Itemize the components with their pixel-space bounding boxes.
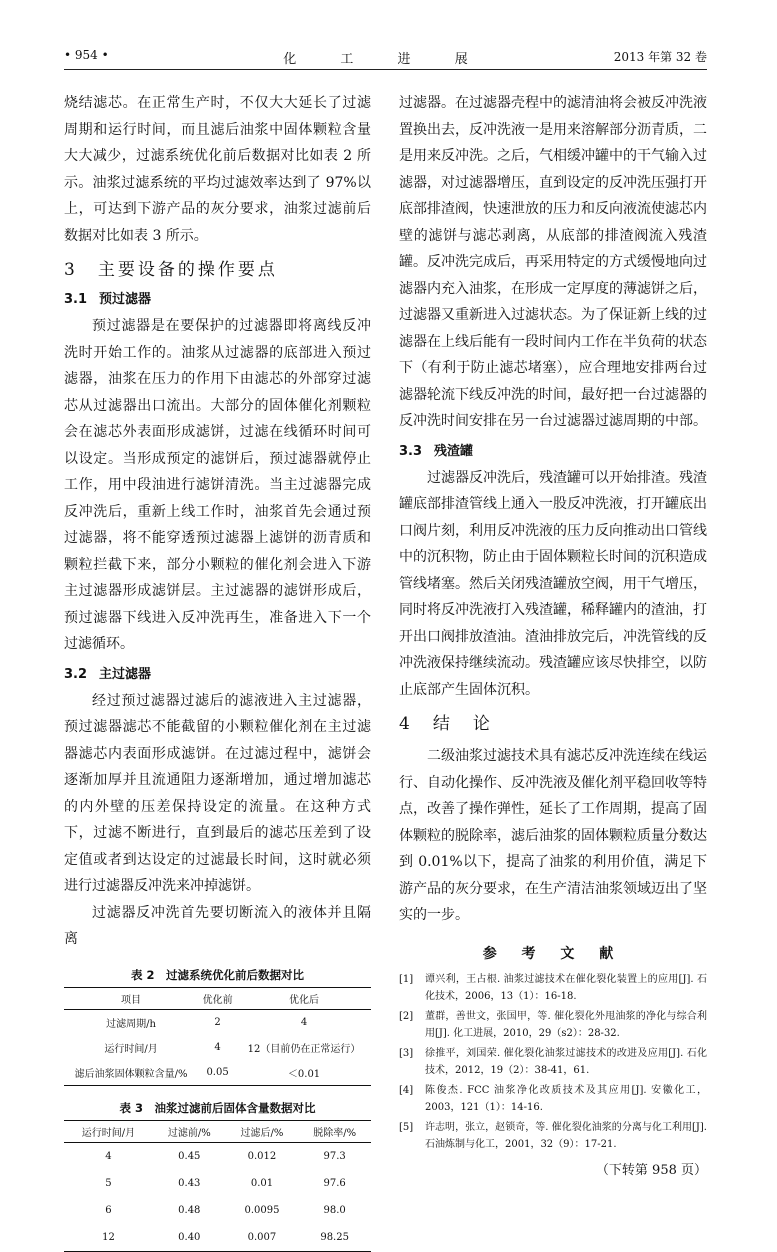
section-heading	[399, 711, 707, 737]
year-volume: 2013 年第 32 卷	[613, 50, 707, 64]
reference-text: 陈俊杰. FCC 油浆净化改质技术及其应用[J]. 安徽化工，2003，121（1）：14-16.	[425, 1084, 707, 1113]
reference-item	[399, 1008, 707, 1042]
left-column	[64, 90, 371, 1252]
table-cell: 0.007	[247, 1231, 277, 1243]
table-cell: 5	[105, 1177, 112, 1189]
table-cell: 0.40	[178, 1231, 201, 1243]
table-row	[64, 1224, 371, 1252]
reference-number: [1]	[399, 973, 414, 985]
continued-note: （下转第 958 页）	[595, 1162, 707, 1178]
table-header-cell: 脱除率/%	[298, 1120, 371, 1142]
paragraph: 预过滤器是在要保护的过滤器即将离线反冲洗时开始工作的。油浆从过滤器的底部进入预过滤器，油浆在压力的作用下由滤芯的外部穿过滤芯从过滤器出口流出。大部分的固体催化剂颗粒会在滤芯外表面形成滤饼，过滤在线循环时间可以设定。当形成预定的滤饼后，预过滤器就停止工作，用中段油进行滤饼清洗。当主过滤器完成反冲洗后，重新上线工作时，油浆首先会通过预过滤器，将不能穿透预过滤器上滤饼的沥青质和颗粒拦截下来，部分小颗粒的催化剂会进入下游主过滤器形成滤饼层。主过滤器的滤饼形成后，预过滤器下线进入反冲洗再生，准备进入下一个过滤循环。	[64, 318, 371, 652]
subsection-title: 残渣罐	[434, 443, 474, 459]
reference-text: 许志明，张立，赵锁奇，等. 催化裂化油浆的分离与化工利用[J]. 石油炼制与化工，2001，32（9）：17-21.	[425, 1121, 707, 1150]
section-title: 结 论	[432, 714, 493, 734]
subsection-number: 3.2	[64, 666, 88, 682]
reference-item	[399, 1045, 707, 1079]
table-header-cell: 优化前	[198, 987, 237, 1009]
subsection-heading	[399, 441, 707, 463]
section-heading	[64, 257, 371, 283]
header-rule	[64, 69, 707, 70]
table-cell: 12（目前仍在正常运行）	[247, 1043, 361, 1055]
table-row	[64, 1142, 371, 1170]
table-row	[64, 1170, 371, 1197]
table-cell: 4	[214, 1041, 221, 1053]
reference-number: [5]	[399, 1121, 414, 1133]
reference-number: [4]	[399, 1084, 414, 1096]
paragraph: 过滤器。在过滤器壳程中的滤清油将会被反冲洗液置换出去，反冲洗液一是用来溶解部分沥青质，二是用来反冲洗。之后，气相缓冲罐中的干气输入过滤器，对过滤器增压，直到设定的反冲洗压强打开底部排渣阀，快速泄放的压力和反向液流使滤芯内壁的滤饼与滤芯剥离，从底部的排渣阀流入残渣罐。反冲洗完成后，再采用特定的方式缓慢地向过滤器内充入油浆，在形成一定厚度的薄滤饼之后，过滤器又重新进入过滤状态。为了保证新上线的过滤器在上线后能有一段时间内工作在半负荷的状态下（有利于防止滤芯堵塞），应合理地安排两台过滤器轮流下线反冲洗的时间，最好把一台过滤器的反冲洗时间安排在另一台过滤器过滤周期的中部。	[399, 95, 707, 429]
table-header-cell: 过滤后/%	[226, 1120, 299, 1142]
table-cell: ＜0.01	[287, 1068, 321, 1080]
table-cell: 0.48	[178, 1204, 201, 1216]
reference-text: 徐推平，刘国荣. 催化裂化油浆过滤技术的改进及应用[J]. 石化技术，2012，19（2）：38-41，61.	[425, 1047, 707, 1076]
subsection-title: 预过滤器	[99, 292, 152, 307]
table-cell: 0.43	[178, 1177, 201, 1189]
section-number: 4	[399, 714, 413, 734]
reference-text: 董群，善世文，张国甲，等. 催化裂化外甩油浆的净化与综合利用[J]. 化工进展，2010，29（s2）：28-32.	[425, 1010, 707, 1039]
section-title: 主要设备的操作要点	[97, 260, 278, 280]
paragraph: 二级油浆过滤技术具有滤芯反冲洗连续在线运行、自动化操作、反冲洗液及催化剂平稳回收等特点，改善了操作弹性，延长了工作周期，提高了固体颗粒的脱除率，滤后油浆的固体颗粒质量分数达到 0.01%以下，提高了油浆的利用价值，满足下游产品的灰分要求，在生产清洁油浆领域迈出了坚实的一步。	[399, 748, 707, 923]
table-cell: 97.6	[323, 1177, 346, 1189]
paragraph: 烧结滤芯。在正常生产时，不仅大大延长了过滤周期和运行时间，而且滤后油浆中固体颗粒含量大大减少，过滤系统优化前后数据对比如表 2 所示。油浆过滤系统的平均过滤效率达到了 97%以上，可达到下游产品的灰分要求，油浆过滤前后数据对比如表 3 所示。	[64, 95, 371, 244]
subsection-heading	[64, 664, 371, 686]
table-cell: 97.3	[323, 1150, 346, 1162]
table-cell: 98.0	[323, 1204, 346, 1216]
table-cell: 98.25	[320, 1231, 349, 1243]
subsection-number: 3.1	[64, 292, 88, 307]
paragraph: 过滤器反冲洗后，残渣罐可以开始排渣。残渣罐底部排渣管线上通入一股反冲洗液，打开罐底出口阀片刻，利用反冲洗液的压力反向推动出口管线中的沉积物，防止由于固体颗粒长时间的沉积造成管线堵塞。然后关闭残渣罐放空阀，用干气增压，同时将反冲洗液打入残渣罐，稀释罐内的渣油，打开出口阀排放渣油。渣油排放完后，冲洗管线的反冲洗液保持继续流动。残渣罐应该尽快排空，以防止底部产生固体沉积。	[399, 469, 707, 698]
running-header	[64, 48, 707, 66]
paragraph: 经过预过滤器过滤后的滤液进入主过滤器，预过滤器滤芯不能截留的小颗粒催化剂在主过滤器滤芯内表面形成滤饼。在过滤过程中，滤饼会逐渐加厚并且流通阻力逐渐增加，通过增加滤芯的内外壁的压差保持设定的流量。在这种方式下，过滤不断进行，直到最后的滤芯压差到了设定值或者到达设定的过滤最长时间，这时就必须进行过滤器反冲洗来冲掉滤饼。	[64, 692, 371, 894]
reference-number: [3]	[399, 1047, 414, 1059]
reference-item	[399, 971, 707, 1005]
subsection-heading	[64, 289, 371, 311]
table-cell: 滤后油浆固体颗粒含量/%	[74, 1068, 188, 1080]
table-cell: 2	[214, 1016, 221, 1028]
section-number: 3	[64, 260, 78, 280]
journal-name: 化 工 进 展	[283, 52, 488, 67]
table-3	[64, 1120, 371, 1252]
table-caption: 表 2 过滤系统优化前后数据对比	[130, 967, 304, 982]
table-row	[64, 1009, 371, 1035]
table-cell: 运行时间/月	[104, 1043, 158, 1055]
reference-list	[399, 971, 707, 1153]
table-header-cell: 运行时间/月	[64, 1120, 153, 1142]
table-cell: 0.012	[247, 1150, 277, 1162]
reference-number: [2]	[399, 1010, 414, 1022]
table-2	[64, 987, 371, 1086]
table-header-cell: 过滤前/%	[153, 1120, 226, 1142]
subsection-title: 主过滤器	[99, 666, 152, 682]
subsection-number: 3.3	[399, 443, 423, 459]
table-row	[64, 1035, 371, 1060]
table-cell: 0.01	[250, 1177, 274, 1189]
table-caption: 表 3 油浆过滤前后固体含量数据对比	[119, 1100, 316, 1115]
table-row	[64, 1060, 371, 1086]
table-cell: 6	[105, 1204, 112, 1216]
table-cell: 12	[102, 1231, 115, 1243]
table-header-cell: 优化后	[237, 987, 371, 1009]
right-column	[399, 90, 707, 1178]
table-header-cell: 项目	[64, 987, 198, 1009]
page-number: • 954 •	[64, 48, 109, 62]
table-cell: 过滤周期/h	[106, 1018, 156, 1030]
paragraph: 过滤器反冲洗首先要切断流入的液体并且隔离	[64, 904, 371, 947]
table-cell: 4	[300, 1016, 308, 1028]
table-row	[64, 1197, 371, 1224]
references-heading: 参 考 文 献	[482, 945, 624, 962]
reference-item	[399, 1119, 707, 1153]
table-cell: 4	[105, 1150, 112, 1162]
reference-item	[399, 1082, 707, 1116]
table-cell: 0.05	[206, 1066, 229, 1078]
reference-text: 谭兴利，王占根. 油浆过滤技术在催化裂化装置上的应用[J]. 石化技术，2006，13（1）：16-18.	[425, 973, 707, 1002]
table-cell: 0.45	[178, 1150, 201, 1162]
table-cell: 0.0095	[244, 1204, 280, 1216]
